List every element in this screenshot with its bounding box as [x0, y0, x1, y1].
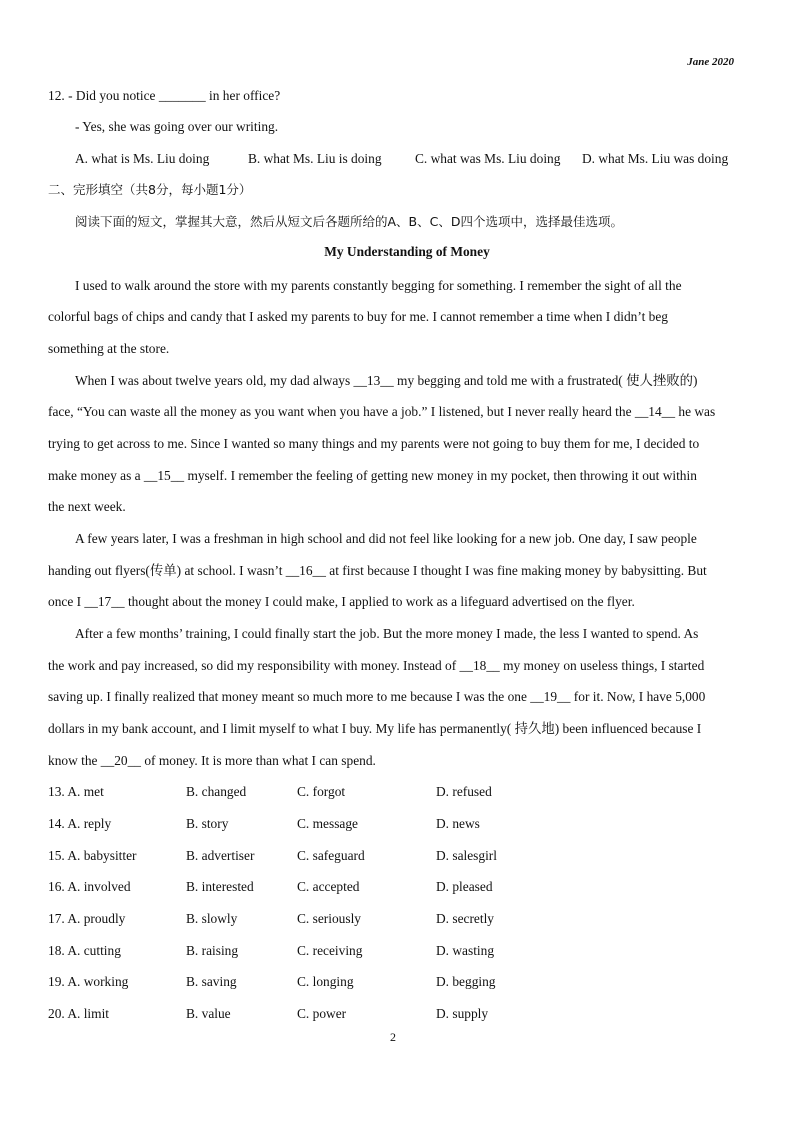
choice-row-18	[48, 941, 748, 961]
choice-d: D. secretly	[436, 911, 495, 926]
passage-line: something at the store.	[48, 341, 170, 356]
choice-d: D. wasting	[436, 943, 495, 958]
choice-c: C. message	[297, 816, 358, 831]
choice-d: D. salesgirl	[436, 848, 497, 863]
choice-a: 15. A. babysitter	[48, 848, 137, 863]
passage-line: saving up. I finally realized that money meant so much more to me because I was the one __19__ for it. Now, I have 5,000	[48, 689, 706, 704]
choice-a: 20. A. limit	[48, 1006, 110, 1021]
passage-line: face, “You can waste all the money as you want when you have a job.” I listened, but I never really heard the __14__ he was	[48, 404, 716, 419]
header-date: Jane 2020	[687, 56, 734, 68]
choice-a: 16. A. involved	[48, 879, 131, 894]
passage-line: A few years later, I was a freshman in high school and did not feel like looking for a new job. One day, I saw people	[75, 531, 697, 546]
choice-d: D. pleased	[436, 879, 493, 894]
choice-c: C. receiving	[297, 943, 363, 958]
passage-line: trying to get across to me. Since I wanted so many things and my parents were not going to buy them for me, I decided to	[48, 436, 700, 451]
passage-line: After a few months’ training, I could finally start the job. But the more money I made, the less I wanted to spend. As	[75, 626, 699, 641]
choice-c: C. longing	[297, 974, 354, 989]
passage-line: colorful bags of chips and candy that I asked my parents to buy for me. I cannot remember a time when I didn’t beg	[48, 309, 668, 324]
page-number: 2	[390, 1030, 396, 1044]
choice-b: B. advertiser	[186, 848, 255, 863]
choice-b: B. saving	[186, 974, 237, 989]
choice-b: B. interested	[186, 879, 254, 894]
choice-a: 19. A. working	[48, 974, 129, 989]
option-c: C. what was Ms. Liu doing	[415, 151, 561, 166]
choice-c: C. power	[297, 1006, 347, 1021]
passage-line: once I __17__ thought about the money I could make, I applied to work as a lifeguard advertised on the flyer.	[48, 594, 635, 609]
option-b: B. what Ms. Liu is doing	[248, 151, 382, 166]
option-d: D. what Ms. Liu was doing	[582, 151, 729, 166]
choice-row-20	[48, 1004, 748, 1024]
question-12-stem: 12. - Did you notice _______ in her office?	[48, 88, 281, 103]
choice-row-15	[48, 846, 748, 866]
choice-b: B. raising	[186, 943, 239, 958]
passage-line: make money as a __15__ myself. I remember the feeling of getting new money in my pocket, then throwing it out within	[48, 468, 697, 483]
choice-c: C. seriously	[297, 911, 361, 926]
passage-line: know the __20__ of money. It is more than what I can spend.	[48, 753, 376, 768]
passage-line: dollars in my bank account, and I limit myself to what I buy. My life has permanently( 持久地) been influenced because I	[48, 721, 702, 736]
passage-line: When I was about twelve years old, my dad always __13__ my begging and told me with a frustrated( 使人挫败的)	[75, 373, 698, 388]
question-12-options	[75, 149, 755, 169]
choice-b: B. slowly	[186, 911, 238, 926]
choice-row-17	[48, 909, 748, 929]
choice-a: 13. A. met	[48, 784, 104, 799]
choice-a: 17. A. proudly	[48, 911, 126, 926]
question-12-reply: - Yes, she was going over our writing.	[75, 119, 279, 134]
choice-d: D. begging	[436, 974, 496, 989]
choice-a: 14. A. reply	[48, 816, 112, 831]
choice-c: C. safeguard	[297, 848, 365, 863]
choice-b: B. story	[186, 816, 229, 831]
choice-c: C. accepted	[297, 879, 360, 894]
choice-a: 18. A. cutting	[48, 943, 121, 958]
choice-row-16	[48, 877, 748, 897]
choice-c: C. forgot	[297, 784, 346, 799]
passage-line: I used to walk around the store with my parents constantly begging for something. I remember the sight of all the	[75, 278, 682, 293]
passage-title: My Understanding of Money	[324, 244, 490, 259]
choice-row-13	[48, 782, 748, 802]
choice-d: D. refused	[436, 784, 492, 799]
choice-row-19	[48, 972, 748, 992]
choice-b: B. value	[186, 1006, 231, 1021]
passage-line: the work and pay increased, so did my responsibility with money. Instead of __18__ my money on useless things, I started	[48, 658, 705, 673]
choice-b: B. changed	[186, 784, 247, 799]
passage-line: the next week.	[48, 499, 126, 514]
choice-row-14	[48, 814, 748, 834]
section-instruction: 阅读下面的短文，掌握其大意，然后从短文后各题所给的A、B、C、D四个选项中，选择最佳选项。	[75, 214, 623, 229]
section-heading: 二、完形填空（共8分，每小题1分）	[48, 182, 252, 197]
choice-d: D. supply	[436, 1006, 489, 1021]
option-a: A. what is Ms. Liu doing	[75, 151, 210, 166]
passage-line: handing out flyers(传单) at school. I wasn’t __16__ at first because I thought I was fine making money by babysitting. But	[48, 563, 707, 578]
choice-d: D. news	[436, 816, 480, 831]
